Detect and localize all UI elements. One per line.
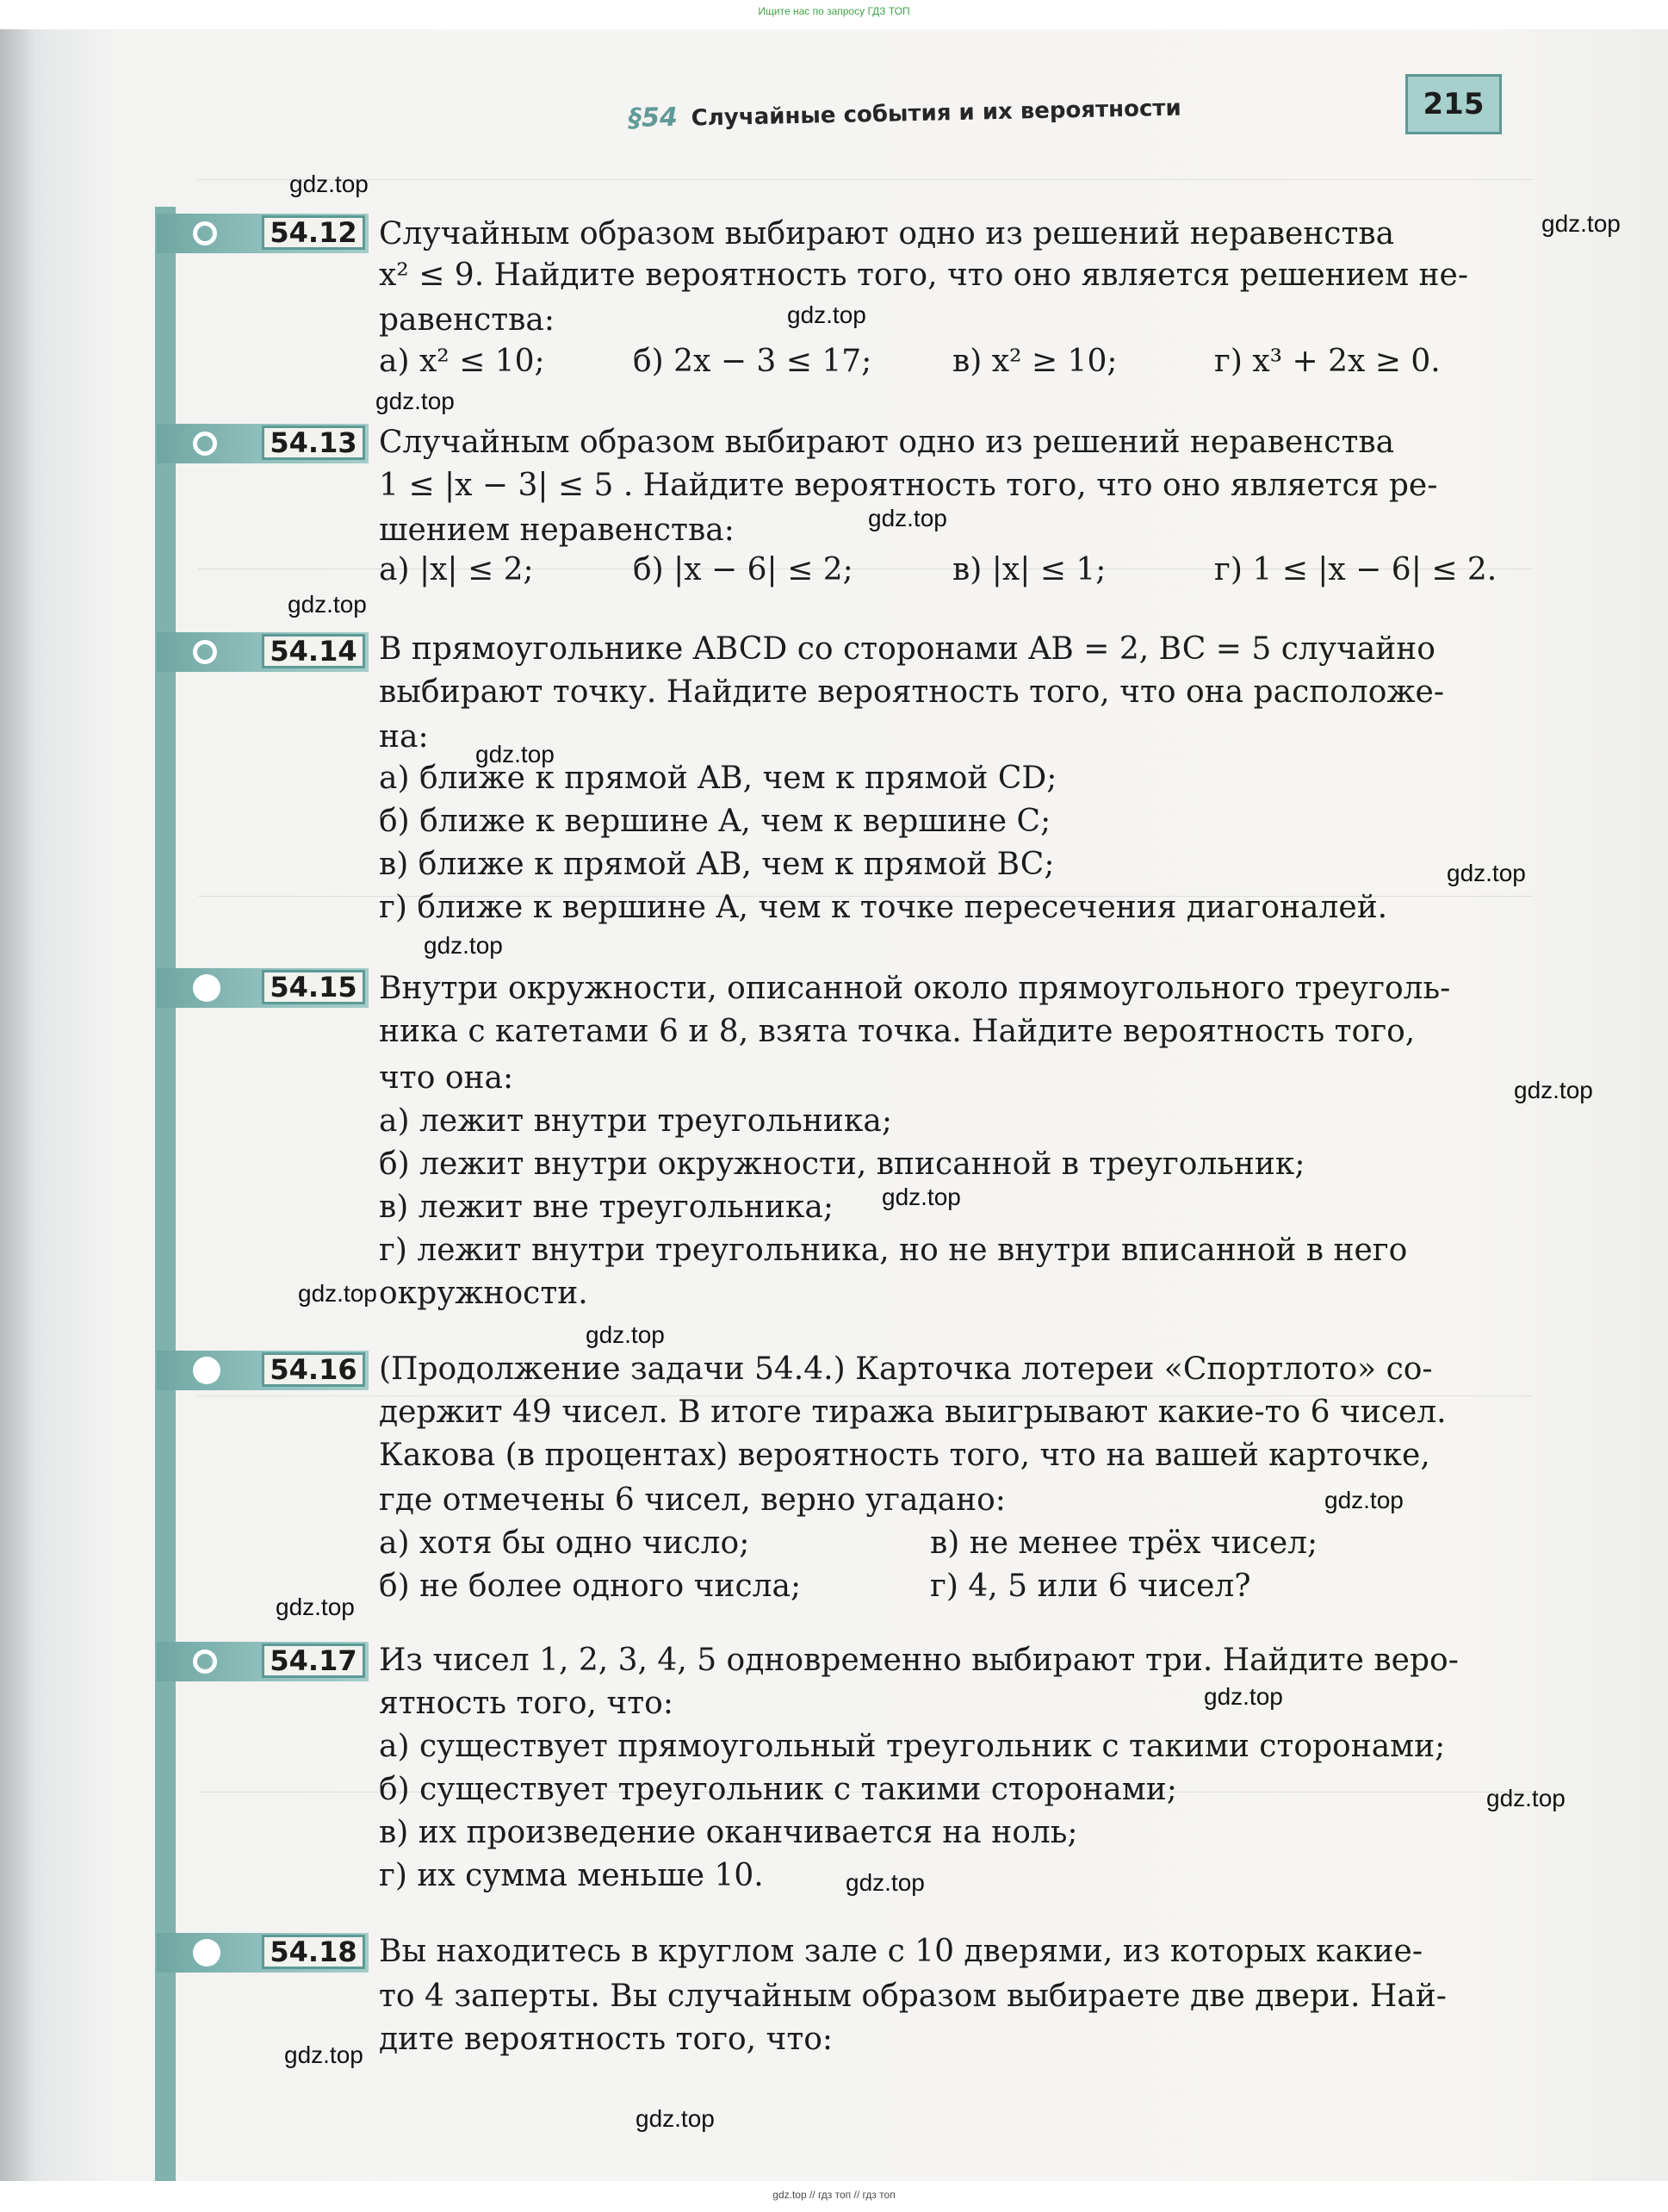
option-b: б) ближе к вершине A, чем к вершине C; (379, 804, 1051, 839)
page-number: 215 (1405, 74, 1502, 134)
watermark: gdz.top (1204, 1683, 1283, 1710)
option-a: а) ближе к прямой AB, чем к прямой CD; (379, 761, 1057, 796)
problem-line: (Продолжение задачи 54.4.) Карточка лотереи «Спортлото» со- (379, 1351, 1433, 1387)
problem-line: что она: (379, 1060, 514, 1096)
problem-line: дите вероятность того, что: (379, 2022, 834, 2057)
option-c: в) ближе к прямой AB, чем к прямой BC; (379, 847, 1055, 882)
option-b: б) не более одного числа; (379, 1569, 802, 1604)
running-head (629, 92, 1181, 134)
watermark: gdz.top (424, 932, 503, 959)
option-d: г) их сумма меньше 10. (379, 1858, 764, 1893)
watermark: gdz.top (787, 301, 866, 328)
problem-number: 54.15 (262, 970, 365, 1004)
difficulty-ring-icon (193, 1650, 217, 1674)
option-b: б) 2x − 3 ≤ 17; (633, 344, 872, 379)
option-d: г) ближе к вершине A, чем к точке пересечения диагоналей. (379, 890, 1388, 925)
problem-number: 54.17 (262, 1643, 365, 1678)
watermark: gdz.top (276, 1594, 355, 1620)
difficulty-dot-icon (193, 1357, 220, 1384)
option-c: в) их произведение оканчивается на ноль; (379, 1815, 1078, 1850)
problem-line: 1 ≤ |x − 3| ≤ 5 . Найдите вероятность того, что оно является ре- (379, 468, 1438, 503)
watermark: gdz.top (636, 2105, 715, 2132)
problem-line: на: (379, 719, 429, 755)
problem-number: 54.16 (262, 1352, 365, 1387)
watermark: gdz.top (298, 1280, 377, 1307)
difficulty-ring-icon (193, 221, 217, 245)
option-b: б) |x − 6| ≤ 2; (633, 552, 853, 587)
difficulty-dot-icon (193, 974, 220, 1002)
problem-tag-54-18 (157, 1933, 369, 1973)
watermark: gdz.top (1486, 1785, 1566, 1811)
problem-line: ника с катетами 6 и 8, взята точка. Найдите вероятность того, (379, 1014, 1416, 1049)
option-b: б) лежит внутри окружности, вписанной в треугольник; (379, 1146, 1305, 1182)
difficulty-ring-icon (193, 640, 217, 664)
page-spine-shadow (0, 29, 34, 2181)
option-a: а) хотя бы одно число; (379, 1525, 750, 1561)
problem-line: держит 49 чисел. В итоге тиража выигрывают какие-то 6 чисел. (379, 1395, 1447, 1430)
problem-line: где отмечены 6 чисел, верно угадано: (379, 1482, 1006, 1518)
option-c: в) |x| ≤ 1; (952, 552, 1107, 587)
watermark: gdz.top (1324, 1487, 1404, 1513)
watermark: gdz.top (289, 171, 369, 197)
problem-line: Вы находитесь в круглом зале с 10 дверями, из которых какие- (379, 1934, 1423, 1969)
option-b: б) существует треугольник с такими сторонами; (379, 1772, 1177, 1807)
watermark: gdz.top (846, 1869, 925, 1896)
problem-line: то 4 заперты. Вы случайным образом выбираете две двери. Най- (379, 1979, 1447, 2014)
margin-color-bar (155, 207, 176, 2181)
problem-tag-54-13 (157, 424, 369, 463)
option-d: г) лежит внутри треугольника, но не внутри вписанной в него (379, 1233, 1408, 1268)
option-a: а) существует прямоугольный треугольник с такими сторонами; (379, 1729, 1446, 1764)
problem-tag-54-14 (157, 632, 369, 672)
option-c: в) x² ≥ 10; (952, 344, 1118, 379)
watermark: gdz.top (868, 505, 947, 531)
watermark: gdz.top (1541, 210, 1621, 237)
problem-line: равенства: (379, 302, 555, 338)
show-through-line (198, 179, 1533, 180)
watermark: gdz.top (284, 2041, 363, 2068)
watermark: gdz.top (1514, 1077, 1593, 1103)
problem-line: шением неравенства: (379, 513, 735, 548)
site-hint-bottom: gdz.top // гдз топ // гдз топ (772, 2189, 896, 2201)
option-d: г) 1 ≤ |x − 6| ≤ 2. (1214, 552, 1497, 587)
chapter-title: Случайные события и их вероятности (691, 95, 1181, 132)
option-c: в) не менее трёх чисел; (930, 1525, 1318, 1561)
problem-tag-54-15 (157, 968, 369, 1008)
watermark: gdz.top (882, 1184, 961, 1210)
section-number: §54 (628, 102, 679, 134)
problem-tag-54-12 (157, 214, 369, 253)
watermark: gdz.top (375, 388, 455, 414)
problem-line: Из чисел 1, 2, 3, 4, 5 одновременно выбирают три. Найдите веро- (379, 1643, 1459, 1678)
problem-number: 54.12 (262, 215, 365, 250)
watermark: gdz.top (586, 1321, 665, 1348)
problem-line: ятность того, что: (379, 1686, 673, 1721)
problem-line: Какова (в процентах) вероятность того, что на вашей карточке, (379, 1438, 1430, 1473)
option-d-cont: окружности. (379, 1276, 588, 1311)
option-d: г) 4, 5 или 6 чисел? (930, 1569, 1251, 1604)
problem-line: Случайным образом выбирают одно из решений неравенства (379, 425, 1395, 460)
problem-tag-54-16 (157, 1351, 369, 1390)
option-c: в) лежит вне треугольника; (379, 1190, 834, 1225)
option-d: г) x³ + 2x ≥ 0. (1214, 344, 1441, 379)
problem-line: x² ≤ 9. Найдите вероятность того, что оно является решением не- (379, 258, 1469, 293)
watermark: gdz.top (288, 591, 367, 618)
problem-number: 54.14 (262, 634, 365, 668)
difficulty-dot-icon (193, 1939, 220, 1967)
problem-line: Случайным образом выбирают одно из решений неравенства (379, 216, 1395, 252)
option-a: а) лежит внутри треугольника; (379, 1103, 892, 1139)
problem-line: Внутри окружности, описанной около прямоугольного треуголь- (379, 971, 1451, 1006)
watermark: gdz.top (1447, 860, 1526, 886)
problem-line: выбирают точку. Найдите вероятность того, что она расположе- (379, 674, 1445, 710)
option-a: а) |x| ≤ 2; (379, 552, 534, 587)
problem-line: В прямоугольнике ABCD со сторонами AB = 2, BC = 5 случайно (379, 631, 1435, 667)
watermark: gdz.top (475, 741, 555, 767)
difficulty-ring-icon (193, 432, 217, 456)
problem-number: 54.13 (262, 426, 365, 460)
problem-tag-54-17 (157, 1642, 369, 1681)
option-a: а) x² ≤ 10; (379, 344, 545, 379)
site-hint-top: Ищите нас по запросу ГДЗ ТОП (758, 5, 910, 17)
problem-number: 54.18 (262, 1935, 365, 1969)
